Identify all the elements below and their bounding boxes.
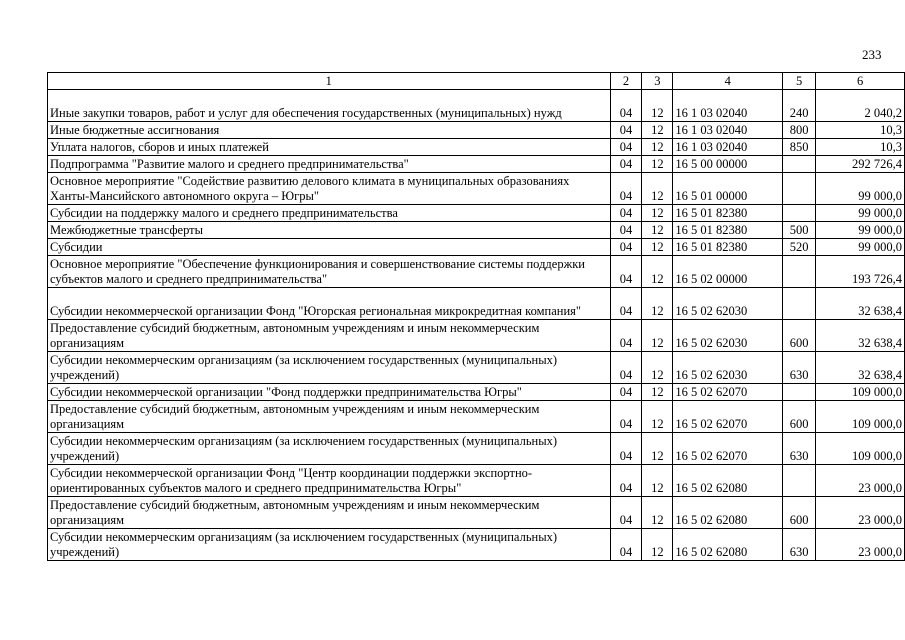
row-amount-cell: 109 000,0 <box>816 384 905 401</box>
row-name-cell: Субсидии <box>48 239 611 256</box>
row-expense-type-cell: 600 <box>783 320 816 352</box>
row-target-code-cell: 16 5 02 62080 <box>673 465 783 497</box>
row-subsection-cell: 12 <box>642 239 673 256</box>
row-target-code-cell: 16 5 02 62070 <box>673 384 783 401</box>
row-name-cell: Иные закупки товаров, работ и услуг для обеспечения государственных (муниципальных) нужд <box>48 90 611 122</box>
row-section-cell: 04 <box>610 222 642 239</box>
row-subsection-cell: 12 <box>642 497 673 529</box>
table-row <box>48 288 905 320</box>
row-section-cell: 04 <box>610 90 642 122</box>
table-row <box>48 529 905 561</box>
row-section-cell: 04 <box>610 239 642 256</box>
row-section-cell: 04 <box>610 529 642 561</box>
row-name-cell: Уплата налогов, сборов и иных платежей <box>48 139 611 156</box>
row-amount-cell: 2 040,2 <box>816 90 905 122</box>
row-expense-type-cell <box>783 205 816 222</box>
table-row <box>48 465 905 497</box>
row-name-cell: Предоставление субсидий бюджетным, автономным учреждениям и иным некоммерческим организациям <box>48 320 611 352</box>
row-amount-cell: 99 000,0 <box>816 222 905 239</box>
row-name-cell: Субсидии некоммерческой организации Фонд "Центр координации поддержки экспортно-ориентированных субъектов малого и среднего предпринимательства Югры" <box>48 465 611 497</box>
row-amount-cell: 23 000,0 <box>816 529 905 561</box>
row-amount-cell: 32 638,4 <box>816 288 905 320</box>
row-target-code-cell: 16 5 00 00000 <box>673 156 783 173</box>
header-cell: 5 <box>783 73 816 90</box>
row-amount-cell: 109 000,0 <box>816 401 905 433</box>
row-amount-cell: 99 000,0 <box>816 173 905 205</box>
row-name-cell: Субсидии некоммерческим организациям (за исключением государственных (муниципальных) учреждений) <box>48 352 611 384</box>
row-name-cell: Субсидии некоммерческой организации "Фонд поддержки предпринимательства Югры" <box>48 384 611 401</box>
row-section-cell: 04 <box>610 173 642 205</box>
row-name-cell: Субсидии некоммерческим организациям (за исключением государственных (муниципальных) учреждений) <box>48 529 611 561</box>
row-target-code-cell: 16 5 01 82380 <box>673 239 783 256</box>
row-expense-type-cell <box>783 173 816 205</box>
row-expense-type-cell: 500 <box>783 222 816 239</box>
row-amount-cell: 32 638,4 <box>816 352 905 384</box>
row-expense-type-cell: 520 <box>783 239 816 256</box>
row-section-cell: 04 <box>610 401 642 433</box>
row-section-cell: 04 <box>610 205 642 222</box>
table-row <box>48 239 905 256</box>
row-section-cell: 04 <box>610 497 642 529</box>
table-row <box>48 156 905 173</box>
row-expense-type-cell: 850 <box>783 139 816 156</box>
row-section-cell: 04 <box>610 352 642 384</box>
row-expense-type-cell: 600 <box>783 497 816 529</box>
header-cell: 1 <box>48 73 611 90</box>
row-subsection-cell: 12 <box>642 90 673 122</box>
table-body <box>48 73 905 561</box>
row-target-code-cell: 16 5 02 62070 <box>673 433 783 465</box>
table-row <box>48 384 905 401</box>
table-row <box>48 401 905 433</box>
row-subsection-cell: 12 <box>642 288 673 320</box>
row-name-cell: Субсидии некоммерческой организации Фонд "Югорская региональная микрокредитная компания" <box>48 288 611 320</box>
table-row <box>48 256 905 288</box>
row-expense-type-cell <box>783 384 816 401</box>
row-amount-cell: 10,3 <box>816 139 905 156</box>
row-name-cell: Межбюджетные трансферты <box>48 222 611 239</box>
row-subsection-cell: 12 <box>642 222 673 239</box>
table-row <box>48 497 905 529</box>
row-target-code-cell: 16 5 02 62070 <box>673 401 783 433</box>
row-amount-cell: 193 726,4 <box>816 256 905 288</box>
header-cell: 3 <box>642 73 673 90</box>
row-section-cell: 04 <box>610 465 642 497</box>
row-subsection-cell: 12 <box>642 352 673 384</box>
row-target-code-cell: 16 5 01 00000 <box>673 173 783 205</box>
table-row <box>48 320 905 352</box>
row-section-cell: 04 <box>610 320 642 352</box>
row-expense-type-cell: 630 <box>783 352 816 384</box>
table-row <box>48 205 905 222</box>
row-amount-cell: 292 726,4 <box>816 156 905 173</box>
row-expense-type-cell: 630 <box>783 433 816 465</box>
row-target-code-cell: 16 5 02 62030 <box>673 320 783 352</box>
row-subsection-cell: 12 <box>642 256 673 288</box>
row-section-cell: 04 <box>610 384 642 401</box>
row-amount-cell: 32 638,4 <box>816 320 905 352</box>
row-name-cell: Иные бюджетные ассигнования <box>48 122 611 139</box>
row-target-code-cell: 16 5 02 62030 <box>673 352 783 384</box>
row-target-code-cell: 16 1 03 02040 <box>673 90 783 122</box>
row-section-cell: 04 <box>610 156 642 173</box>
page-number: 233 <box>862 47 882 62</box>
row-subsection-cell: 12 <box>642 433 673 465</box>
row-target-code-cell: 16 5 01 82380 <box>673 205 783 222</box>
row-name-cell: Подпрограмма "Развитие малого и среднего предпринимательства" <box>48 156 611 173</box>
row-subsection-cell: 12 <box>642 320 673 352</box>
row-subsection-cell: 12 <box>642 384 673 401</box>
row-expense-type-cell: 630 <box>783 529 816 561</box>
row-expense-type-cell <box>783 465 816 497</box>
row-subsection-cell: 12 <box>642 173 673 205</box>
header-cell: 2 <box>610 73 642 90</box>
row-amount-cell: 99 000,0 <box>816 239 905 256</box>
row-subsection-cell: 12 <box>642 122 673 139</box>
row-subsection-cell: 12 <box>642 465 673 497</box>
row-section-cell: 04 <box>610 433 642 465</box>
row-subsection-cell: 12 <box>642 529 673 561</box>
row-name-cell: Основное мероприятие "Содействие развитию делового климата в муниципальных образованиях Ханты-Мансийского автономного округа – Югры" <box>48 173 611 205</box>
row-subsection-cell: 12 <box>642 205 673 222</box>
row-subsection-cell: 12 <box>642 139 673 156</box>
row-amount-cell: 109 000,0 <box>816 433 905 465</box>
row-name-cell: Субсидии некоммерческим организациям (за исключением государственных (муниципальных) учреждений) <box>48 433 611 465</box>
row-amount-cell: 23 000,0 <box>816 465 905 497</box>
row-amount-cell: 99 000,0 <box>816 205 905 222</box>
row-expense-type-cell <box>783 156 816 173</box>
header-cell: 4 <box>673 73 783 90</box>
row-target-code-cell: 16 5 02 00000 <box>673 256 783 288</box>
row-name-cell: Субсидии на поддержку малого и среднего предпринимательства <box>48 205 611 222</box>
row-subsection-cell: 12 <box>642 156 673 173</box>
header-cell: 6 <box>816 73 905 90</box>
row-target-code-cell: 16 5 02 62080 <box>673 497 783 529</box>
header-row <box>48 73 905 90</box>
row-subsection-cell: 12 <box>642 401 673 433</box>
row-expense-type-cell <box>783 256 816 288</box>
row-amount-cell: 23 000,0 <box>816 497 905 529</box>
row-expense-type-cell: 240 <box>783 90 816 122</box>
row-section-cell: 04 <box>610 139 642 156</box>
budget-table <box>47 72 905 561</box>
table-row <box>48 352 905 384</box>
row-target-code-cell: 16 1 03 02040 <box>673 139 783 156</box>
row-target-code-cell: 16 1 03 02040 <box>673 122 783 139</box>
table-row <box>48 222 905 239</box>
table-row <box>48 173 905 205</box>
row-expense-type-cell <box>783 288 816 320</box>
table-row <box>48 139 905 156</box>
table-row <box>48 122 905 139</box>
row-expense-type-cell: 600 <box>783 401 816 433</box>
row-section-cell: 04 <box>610 256 642 288</box>
row-name-cell: Предоставление субсидий бюджетным, автономным учреждениям и иным некоммерческим организациям <box>48 401 611 433</box>
row-target-code-cell: 16 5 02 62030 <box>673 288 783 320</box>
row-section-cell: 04 <box>610 122 642 139</box>
table-row <box>48 90 905 122</box>
row-name-cell: Основное мероприятие "Обеспечение функционирования и совершенствование системы поддержки субъектов малого и среднего предпринимательства" <box>48 256 611 288</box>
row-target-code-cell: 16 5 01 82380 <box>673 222 783 239</box>
table-row <box>48 433 905 465</box>
row-name-cell: Предоставление субсидий бюджетным, автономным учреждениям и иным некоммерческим организациям <box>48 497 611 529</box>
row-amount-cell: 10,3 <box>816 122 905 139</box>
row-expense-type-cell: 800 <box>783 122 816 139</box>
row-section-cell: 04 <box>610 288 642 320</box>
row-target-code-cell: 16 5 02 62080 <box>673 529 783 561</box>
